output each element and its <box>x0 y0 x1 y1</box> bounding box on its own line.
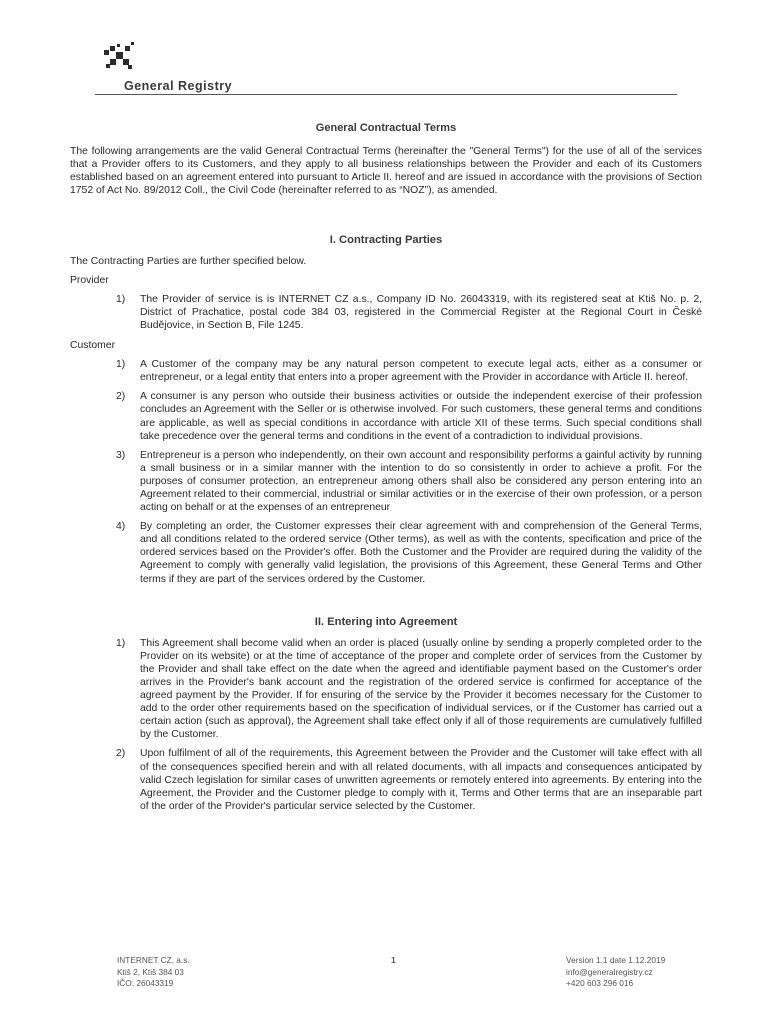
footer-phone: +420 603 296 016 <box>566 978 634 989</box>
footer-address: Ktiš 2, Ktiš 384 03 <box>117 966 184 977</box>
footer-ico: IČO: 26043319 <box>117 978 174 989</box>
brand-name: General Registry <box>124 79 233 93</box>
list-item: 3) Entrepreneur is a person who independently, on their own account and responsibility performs a gainful activity by running a small business or in a similar manner with the intention to do so consistently in order to achieve a profit. For the purposes of consumer protection, an entrepreneur among others shall also be considered any person entering into an Agreement related to their commercial, industrial or similar activities or in the exercise of their own profession, or a person acting on behalf or at the expenses of an entrepreneur <box>116 449 702 514</box>
footer-email: info@generalregistry.cz <box>566 966 653 977</box>
section-2-heading: II. Entering into Agreement <box>314 615 458 628</box>
intro-paragraph: The following arrangements are the valid General Contractual Terms (hereinafter the "General Terms") for the use of all of the services that a Provider offers to its Customers, and they apply to all business relationships between the Provider and each of its Customers established based on an agreement entered into pursuant to Article II. hereof and are issued in accordance with the provisions of Section 1752 of Act No. 89/2012 Coll., the Civil Code (hereinafter referred to as “NOZ”), as amended. <box>70 146 702 197</box>
document-title: General Contractual Terms <box>315 122 457 134</box>
section-1-lead: The Contracting Parties are further specified below. <box>70 255 307 267</box>
document-body <box>70 122 702 813</box>
agreement-list <box>70 637 702 813</box>
list-item: 1) The Provider of service is is INTERNET CZ a.s., Company ID No. 26043319, with its registered seat at Ktiš No. p. 2, District of Prachatice, postal code 384 03, registered in the Commercial Register at the Regional Court in České Budějovice, in Section B, File 1245. <box>116 293 702 331</box>
footer-company: INTERNET CZ, a.s. <box>117 955 190 965</box>
customer-label: Customer <box>70 340 116 352</box>
provider-label: Provider <box>70 274 109 286</box>
list-item: 4) By completing an order, the Customer expresses their clear agreement with and comprehension of the General Terms, and all conditions related to the ordered service (Other terms), as well as with the contents, specification and price of the ordered services based on the Provider's offer. Both the Customer and the Provider are required during the validity of the Agreement to comply with generally valid legislation, the provisions of this Agreement, these General Terms and Other terms if they are part of the services ordered by the Customer. <box>116 521 702 585</box>
provider-list <box>70 293 702 332</box>
list-item: 1) This Agreement shall become valid when an order is placed (usually online by sending a properly completed order to the Provider on its website) or at the time of acceptance of the proper and complete order of services from the Customer by the Provider and shall take effect on the date when the agreed and identifiable payment based on the Customer's order arrives in the Provider's bank account and the registration of the ordered service is confirmed for acceptance of the agreed payment by the Provider. If for ensuring of the service by the Provider it becomes necessary for the Customer to add to the order other requirements based on the specification of individual services, or if the Customer has carried out a certain action (such as approval), the Agreement shall take effect only if all of those requirements are cumulatively fulfilled by the Customer. <box>116 637 702 741</box>
footer-company-info <box>117 955 190 990</box>
customer-list <box>70 358 702 586</box>
footer-version: Version 1.1 date 1.12.2019 <box>566 955 666 965</box>
general-registry-logo-icon <box>104 42 134 72</box>
header-divider <box>95 94 677 95</box>
section-1-heading: I. Contracting Parties <box>329 234 443 247</box>
list-item: 2) Upon fulfilment of all of the requirements, this Agreement between the Provider and the Customer will take effect with all of the consequences specified herein and with all related documents, with all impacts and consequences anticipated by valid Czech legislation for similar cases of unwritten agreements or remotely entered into agreements. By entering into the Agreement, the Provider and the Customer pledge to comply with it, Terms and Other terms that are an inseparable part of the order of the Provider's particular service selected by the Customer. <box>116 748 702 812</box>
footer-contact-info <box>566 955 665 990</box>
list-item: 2) A consumer is any person who outside their business activities or outside the independent exercise of their profession concludes an Agreement with the Seller or is otherwise involved. For such customers, these general terms and conditions are applicable, as well as special conditions in accordance with article XII of these terms. Such special conditions shall take precedence over the general terms and conditions in the event of a contradiction to individual provisions. <box>116 391 702 442</box>
page-number: 1 <box>391 955 396 965</box>
list-item: 1) A Customer of the company may be any natural person competent to execute legal acts, either as a consumer or entrepreneur, or a legal entity that enters into a proper agreement with the Provider in accordance with Article II. hereof. <box>116 359 702 384</box>
